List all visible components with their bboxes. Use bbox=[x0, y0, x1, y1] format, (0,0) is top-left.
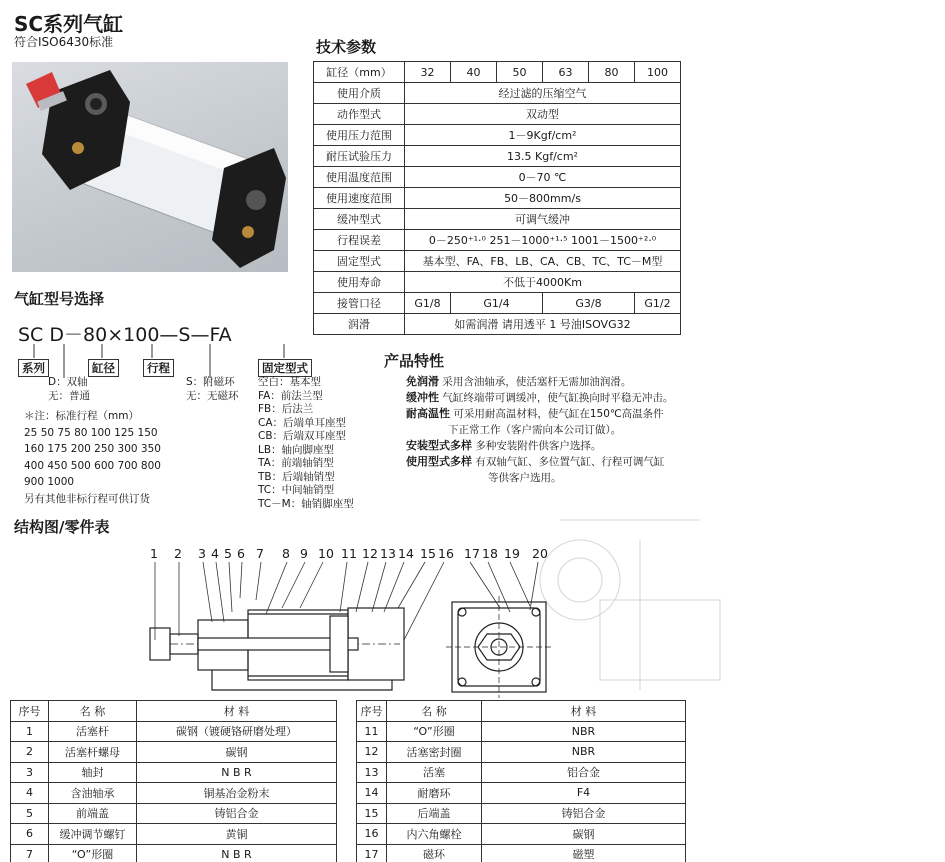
column-header: 名 称 bbox=[49, 701, 137, 722]
bore-value: 32 bbox=[405, 62, 451, 83]
mount-option: TB：后端轴销型 bbox=[258, 470, 335, 483]
code-times: × bbox=[107, 324, 124, 346]
part-no: 15 bbox=[357, 803, 387, 824]
feature-text: 有双轴气缸、多位置气缸、行程可调气缸 bbox=[475, 456, 665, 468]
spec-label: 使用寿命 bbox=[314, 272, 405, 293]
note-line: 无：无磁环 bbox=[186, 389, 239, 402]
part-name: 前端盖 bbox=[49, 803, 137, 824]
code-bore: 80 bbox=[83, 324, 108, 346]
lube-label: 润滑 bbox=[314, 314, 405, 335]
code-magnet: S bbox=[178, 324, 191, 346]
table-row bbox=[11, 824, 337, 845]
spec-value: 不低于4000Km bbox=[405, 272, 681, 293]
table-row bbox=[11, 742, 337, 763]
callout-number: 4 bbox=[211, 546, 219, 561]
part-name: 磁环 bbox=[387, 844, 482, 862]
column-header: 材 料 bbox=[482, 701, 686, 722]
label-mount: 固定型式 bbox=[258, 359, 312, 377]
part-material: 黄铜 bbox=[137, 824, 337, 845]
table-row bbox=[357, 721, 686, 742]
spec-label: 行程误差 bbox=[314, 230, 405, 251]
note-line: 无：普通 bbox=[48, 389, 90, 402]
spec-value: 基本型、FA、FB、LB、CA、CB、TC、TC－M型 bbox=[405, 251, 681, 272]
table-row bbox=[11, 783, 337, 804]
feature-name: 免润滑 bbox=[406, 375, 439, 388]
part-name: “O”形圈 bbox=[387, 721, 482, 742]
note-line: 400 450 500 600 700 800 bbox=[24, 459, 161, 472]
code-type: D bbox=[49, 324, 65, 346]
column-header: 序号 bbox=[357, 701, 387, 722]
feature-name: 缓冲性 bbox=[406, 391, 439, 404]
structure-heading: 结构图/零件表 bbox=[14, 518, 110, 536]
spec-label: 使用温度范围 bbox=[314, 167, 405, 188]
part-no: 1 bbox=[11, 721, 49, 742]
port-value: G1/8 bbox=[405, 293, 451, 314]
part-material: NBR bbox=[482, 742, 686, 763]
feature-name: 耐高温性 bbox=[406, 407, 450, 420]
spec-label: 固定型式 bbox=[314, 251, 405, 272]
part-material: 磁塑 bbox=[482, 844, 686, 862]
code-dash: － bbox=[64, 324, 84, 346]
callout-number: 15 bbox=[420, 546, 436, 561]
mount-option: TA：前端轴销型 bbox=[258, 457, 334, 469]
callout-number: 9 bbox=[300, 546, 308, 561]
table-row bbox=[357, 824, 686, 845]
table-row bbox=[357, 783, 686, 804]
table-row bbox=[357, 762, 686, 783]
callout-number: 1 bbox=[150, 546, 158, 561]
bore-label: 缸径（mm） bbox=[314, 62, 405, 83]
note-line: S：附磁环 bbox=[186, 376, 235, 388]
port-label: 接管口径 bbox=[314, 293, 405, 314]
part-no: 16 bbox=[357, 824, 387, 845]
mount-option: TC：中间轴销型 bbox=[258, 484, 335, 496]
table-row bbox=[11, 762, 337, 783]
part-name: 后端盖 bbox=[387, 803, 482, 824]
part-no: 13 bbox=[357, 762, 387, 783]
part-no: 17 bbox=[357, 844, 387, 862]
part-no: 5 bbox=[11, 803, 49, 824]
callout-number: 14 bbox=[398, 546, 414, 561]
page-title: SC系列气缸 bbox=[14, 12, 124, 36]
note-line: ＊注：标准行程（mm） bbox=[24, 410, 139, 422]
table-row bbox=[357, 803, 686, 824]
label-stroke: 行程 bbox=[143, 359, 174, 377]
mount-option: 空白：基本型 bbox=[258, 376, 321, 388]
mount-option: CB：后端双耳座型 bbox=[258, 430, 347, 442]
feature-text: 可采用耐高温材料，使气缸在150℃高温条件 bbox=[453, 408, 664, 420]
note-line: 25 50 75 80 100 125 150 bbox=[24, 426, 158, 439]
part-name: 内六角螺栓 bbox=[387, 824, 482, 845]
part-name: 活塞杆 bbox=[49, 721, 137, 742]
part-material: 铸铝合金 bbox=[482, 803, 686, 824]
port-value: G1/4 bbox=[451, 293, 543, 314]
part-material: 铸铝合金 bbox=[137, 803, 337, 824]
spec-value: 双动型 bbox=[405, 104, 681, 125]
part-no: 7 bbox=[11, 844, 49, 862]
part-material: N B R bbox=[137, 844, 337, 862]
port-value: G3/8 bbox=[543, 293, 635, 314]
table-header-row bbox=[11, 701, 337, 722]
code-series: SC bbox=[18, 324, 44, 346]
part-material: 铝合金 bbox=[482, 762, 686, 783]
column-header: 材 料 bbox=[137, 701, 337, 722]
spec-value: 可调气缓冲 bbox=[405, 209, 681, 230]
callout-number: 18 bbox=[482, 546, 498, 561]
note-line: 900 1000 bbox=[24, 476, 75, 488]
feature-text: 多种安装附件供客户选择。 bbox=[475, 440, 602, 452]
part-no: 3 bbox=[11, 762, 49, 783]
label-bore: 缸径 bbox=[88, 359, 119, 377]
part-material: 碳钢 bbox=[482, 824, 686, 845]
feature-text: 等供客户选用。 bbox=[488, 472, 562, 484]
bore-value: 63 bbox=[543, 62, 589, 83]
code-stroke: 100 bbox=[123, 324, 160, 346]
code-dash: — bbox=[159, 324, 179, 346]
table-row bbox=[11, 803, 337, 824]
part-no: 14 bbox=[357, 783, 387, 804]
table-row bbox=[11, 844, 337, 862]
spec-label: 动作型式 bbox=[314, 104, 405, 125]
parts-table-right bbox=[356, 700, 686, 862]
part-material: 碳钢（镀硬铬研磨处理） bbox=[137, 721, 337, 742]
lube-value: 如需润滑 请用透平 1 号油ISOVG32 bbox=[405, 314, 681, 335]
callout-number: 12 bbox=[362, 546, 378, 561]
part-material: 铜基冶金粉末 bbox=[137, 783, 337, 804]
feature-name: 安装型式多样 bbox=[406, 439, 472, 452]
part-no: 4 bbox=[11, 783, 49, 804]
spec-label: 使用介质 bbox=[314, 83, 405, 104]
part-no: 11 bbox=[357, 721, 387, 742]
callout-number: 7 bbox=[256, 546, 264, 561]
spec-label: 使用压力范围 bbox=[314, 125, 405, 146]
parts-table-left bbox=[10, 700, 337, 862]
callout-number: 17 bbox=[464, 546, 480, 561]
feature-text: 下正常工作（客户需向本公司订做）。 bbox=[448, 424, 622, 436]
part-no: 12 bbox=[357, 742, 387, 763]
callout-number: 8 bbox=[282, 546, 290, 561]
page-subtitle: 符合ISO6430标准 bbox=[14, 35, 114, 49]
spec-label: 缓冲型式 bbox=[314, 209, 405, 230]
callout-number: 11 bbox=[341, 546, 357, 561]
part-name: 含油轴承 bbox=[49, 783, 137, 804]
mount-option: TC－M：轴销脚座型 bbox=[258, 497, 354, 510]
part-material: N B R bbox=[137, 762, 337, 783]
part-name: 活塞 bbox=[387, 762, 482, 783]
column-header: 序号 bbox=[11, 701, 49, 722]
table-header-row bbox=[357, 701, 686, 722]
note-line: D：双轴 bbox=[48, 376, 88, 388]
feature-text: 气缸终端带可调缓冲，使气缸换向时平稳无冲击。 bbox=[442, 392, 674, 404]
bore-value: 80 bbox=[589, 62, 635, 83]
callout-number: 5 bbox=[224, 546, 232, 561]
model-heading: 气缸型号选择 bbox=[14, 290, 105, 308]
callout-number: 16 bbox=[438, 546, 454, 561]
mount-option: LB：轴向脚座型 bbox=[258, 443, 335, 456]
part-name: 活塞密封圈 bbox=[387, 742, 482, 763]
spec-label: 耐压试验压力 bbox=[314, 146, 405, 167]
note-line: 160 175 200 250 300 350 bbox=[24, 443, 161, 455]
spec-value: 13.5 Kgf/cm² bbox=[405, 146, 681, 167]
end-view bbox=[446, 596, 552, 698]
spec-value: 50－800mm/s bbox=[405, 188, 681, 209]
table-row bbox=[357, 844, 686, 862]
callout-number: 13 bbox=[380, 546, 396, 561]
label-series: 系列 bbox=[18, 359, 49, 377]
bore-value: 100 bbox=[635, 62, 681, 83]
table-row bbox=[357, 742, 686, 763]
callout-number: 3 bbox=[198, 546, 206, 561]
spec-label: 使用速度范围 bbox=[314, 188, 405, 209]
features-heading: 产品特性 bbox=[384, 352, 445, 370]
part-no: 2 bbox=[11, 742, 49, 763]
mount-option: FB：后法兰 bbox=[258, 403, 314, 415]
callout-number: 20 bbox=[532, 546, 548, 561]
part-material: 碳钢 bbox=[137, 742, 337, 763]
part-name: 活塞杆螺母 bbox=[49, 742, 137, 763]
part-name: 耐磨环 bbox=[387, 783, 482, 804]
port-value: G1/2 bbox=[635, 293, 681, 314]
callout-number: 19 bbox=[504, 546, 520, 561]
code-dash: — bbox=[190, 324, 210, 346]
feature-name: 使用型式多样 bbox=[406, 455, 472, 468]
callout-number: 6 bbox=[237, 546, 245, 561]
spec-heading: 技术参数 bbox=[316, 38, 377, 56]
part-no: 6 bbox=[11, 824, 49, 845]
spec-value: 经过滤的压缩空气 bbox=[405, 83, 681, 104]
part-name: “O”形圈 bbox=[49, 844, 137, 862]
spec-value: 1－9Kgf/cm² bbox=[405, 125, 681, 146]
bore-value: 50 bbox=[497, 62, 543, 83]
table-row bbox=[11, 721, 337, 742]
spec-value: 0－70 ℃ bbox=[405, 167, 681, 188]
spec-value: 0－250⁺¹·⁰ 251－1000⁺¹·⁵ 1001－1500⁺²·⁰ bbox=[405, 230, 681, 251]
faded-background-drawing bbox=[540, 520, 720, 690]
column-header: 名 称 bbox=[387, 701, 482, 722]
bore-value: 40 bbox=[451, 62, 497, 83]
callout-number: 10 bbox=[318, 546, 334, 561]
part-material: NBR bbox=[482, 721, 686, 742]
mount-option: CA：后端单耳座型 bbox=[258, 416, 347, 429]
feature-text: 采用含油轴承，使活塞杆无需加油润滑。 bbox=[442, 376, 632, 388]
callout-number: 2 bbox=[174, 546, 182, 561]
mount-option: FA：前法兰型 bbox=[258, 389, 323, 402]
part-name: 轴封 bbox=[49, 762, 137, 783]
note-line: 另有其他非标行程可供订货 bbox=[24, 492, 150, 505]
part-name: 缓冲调节螺钉 bbox=[49, 824, 137, 845]
part-material: F4 bbox=[482, 783, 686, 804]
code-mount: FA bbox=[209, 324, 232, 346]
